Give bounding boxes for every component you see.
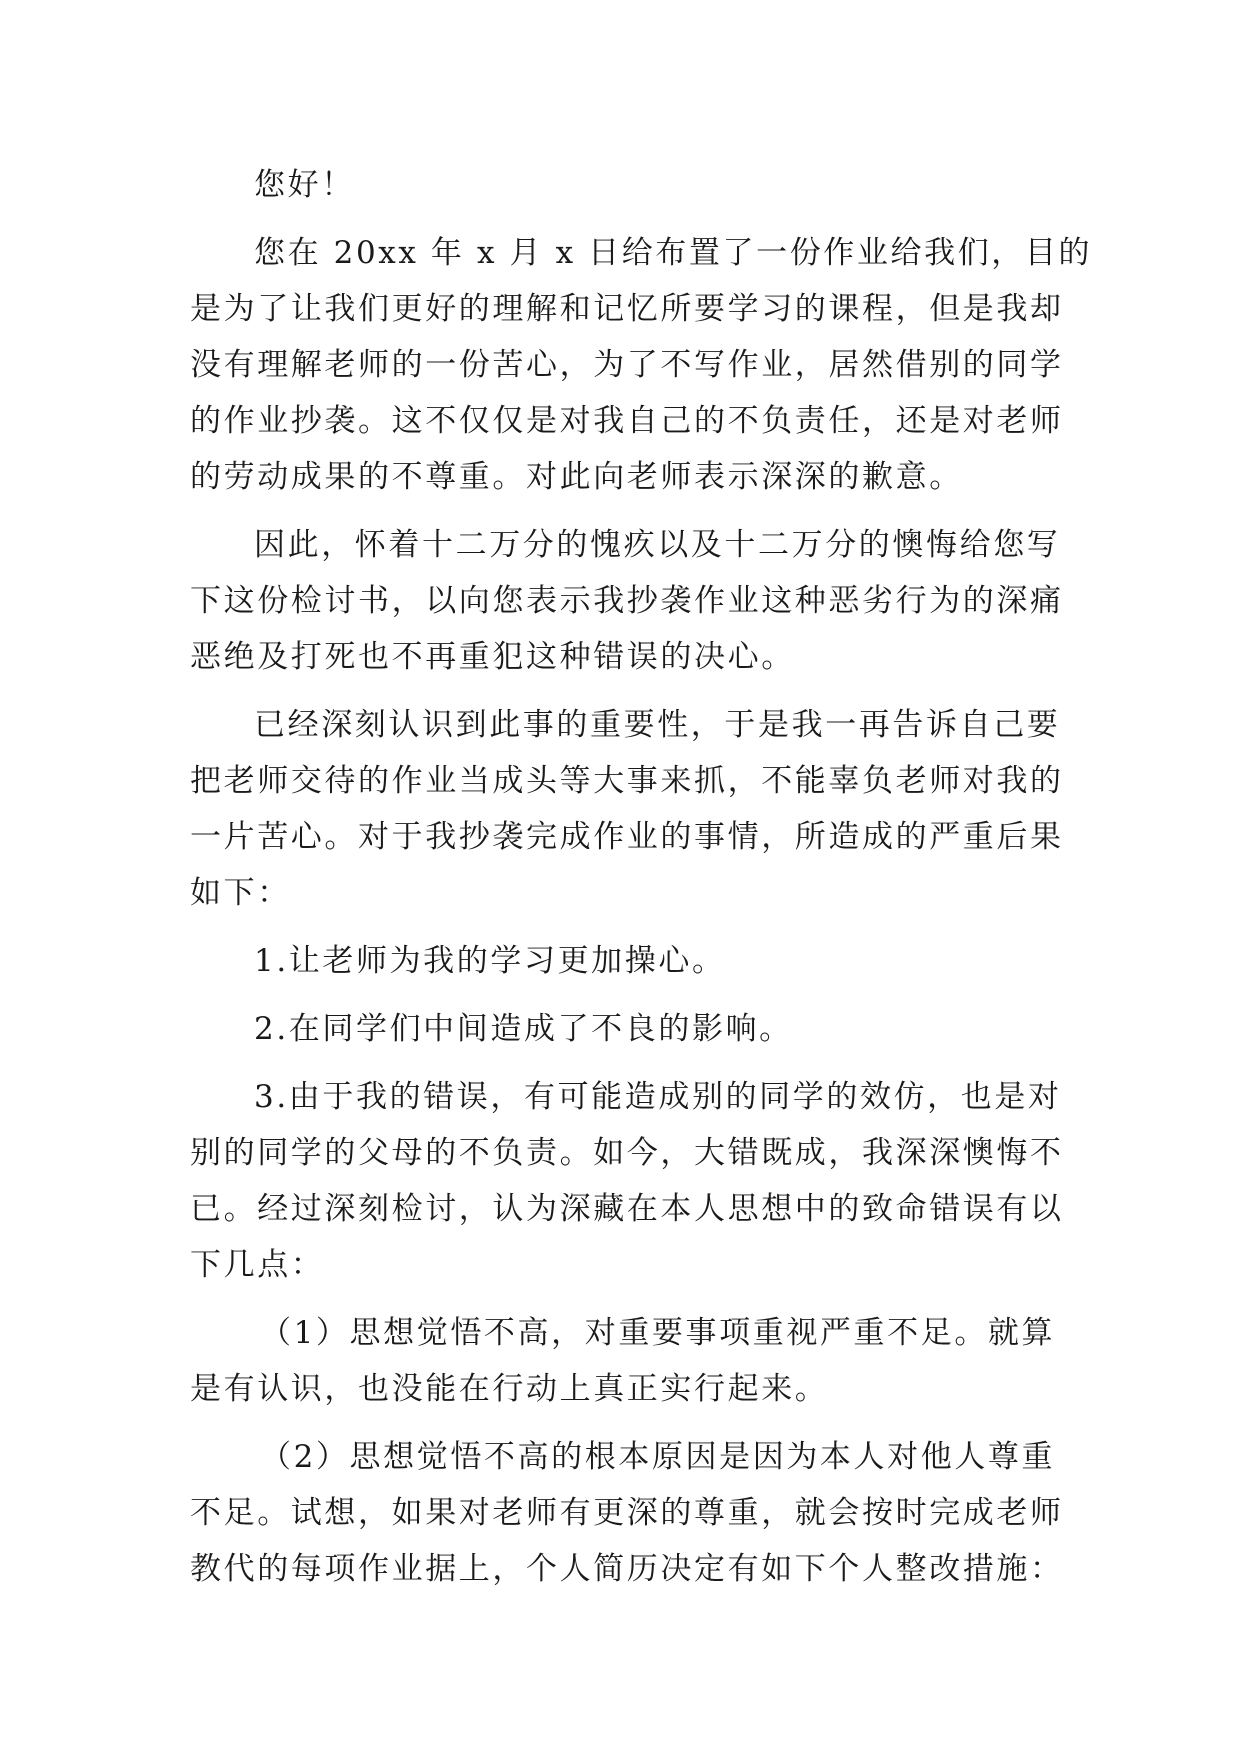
letter-body [190,157,1093,1597]
paragraph-gap [190,1417,1052,1429]
paragraph-line: 已。经过深刻检讨，认为深藏在本人思想中的致命错误有以 [190,1191,1064,1227]
paragraph-line: 没有理解老师的一份苦心，为了不写作业，居然借别的同学 [190,347,1064,383]
list-item: 2.在同学们中间造成了不良的影响。 [254,1011,793,1047]
paragraph-line: 不足。试想，如果对老师有更深的尊重，就会按时完成老师 [190,1495,1064,1531]
paragraph-line: 已经深刻认识到此事的重要性，于是我一再告诉自己要 [254,707,1061,743]
paragraph-line: 下几点： [190,1247,325,1283]
paragraph-line: 别的同学的父母的不负责。如今，大错既成，我深深懊悔不 [190,1135,1064,1171]
paragraph-line: 一片苦心。对于我抄袭完成作业的事情，所造成的严重后果 [190,819,1064,855]
paragraph-gap [190,1293,1052,1305]
paragraph-line: 如下： [190,875,291,911]
paragraph-gap [190,989,1052,1001]
numbered-point: （1）思想觉悟不高，对重要事项重视严重不足。就算 [260,1315,1056,1351]
paragraph-line: 下这份检讨书，以向您表示我抄袭作业这种恶劣行为的深痛 [190,583,1064,619]
paragraph-gap [190,685,1052,697]
paragraph-line: 是有认识，也没能在行动上真正实行起来。 [190,1371,829,1407]
paragraph-line: 的劳动成果的不尊重。对此向老师表示深深的歉意。 [190,459,963,495]
paragraph-gap [190,1057,1052,1069]
paragraph-gap [190,505,1052,517]
paragraph-line: 把老师交待的作业当成头等大事来抓，不能辜负老师对我的 [190,763,1064,799]
paragraph-line: 教代的每项作业据上，个人简历决定有如下个人整改措施： [190,1551,1064,1587]
paragraph-line: 恶绝及打死也不再重犯这种错误的决心。 [190,639,795,675]
numbered-point: （2）思想觉悟不高的根本原因是因为本人对他人尊重 [260,1439,1056,1475]
paragraph-line: 您在 20xx 年 x 月 x 日给布置了一份作业给我们，目的 [254,235,1093,271]
paragraph-gap [190,921,1052,933]
list-item: 1.让老师为我的学习更加操心。 [254,943,726,979]
list-item: 3.由于我的错误，有可能造成别的同学的效仿，也是对 [254,1079,1062,1115]
greeting: 您好！ [254,167,355,203]
paragraph-gap [190,213,1052,225]
paragraph-line: 是为了让我们更好的理解和记忆所要学习的课程，但是我却 [190,291,1064,327]
paragraph-line: 的作业抄袭。这不仅仅是对我自己的不负责任，还是对老师 [190,403,1064,439]
paragraph-line: 因此，怀着十二万分的愧疚以及十二万分的懊悔给您写 [254,527,1061,563]
